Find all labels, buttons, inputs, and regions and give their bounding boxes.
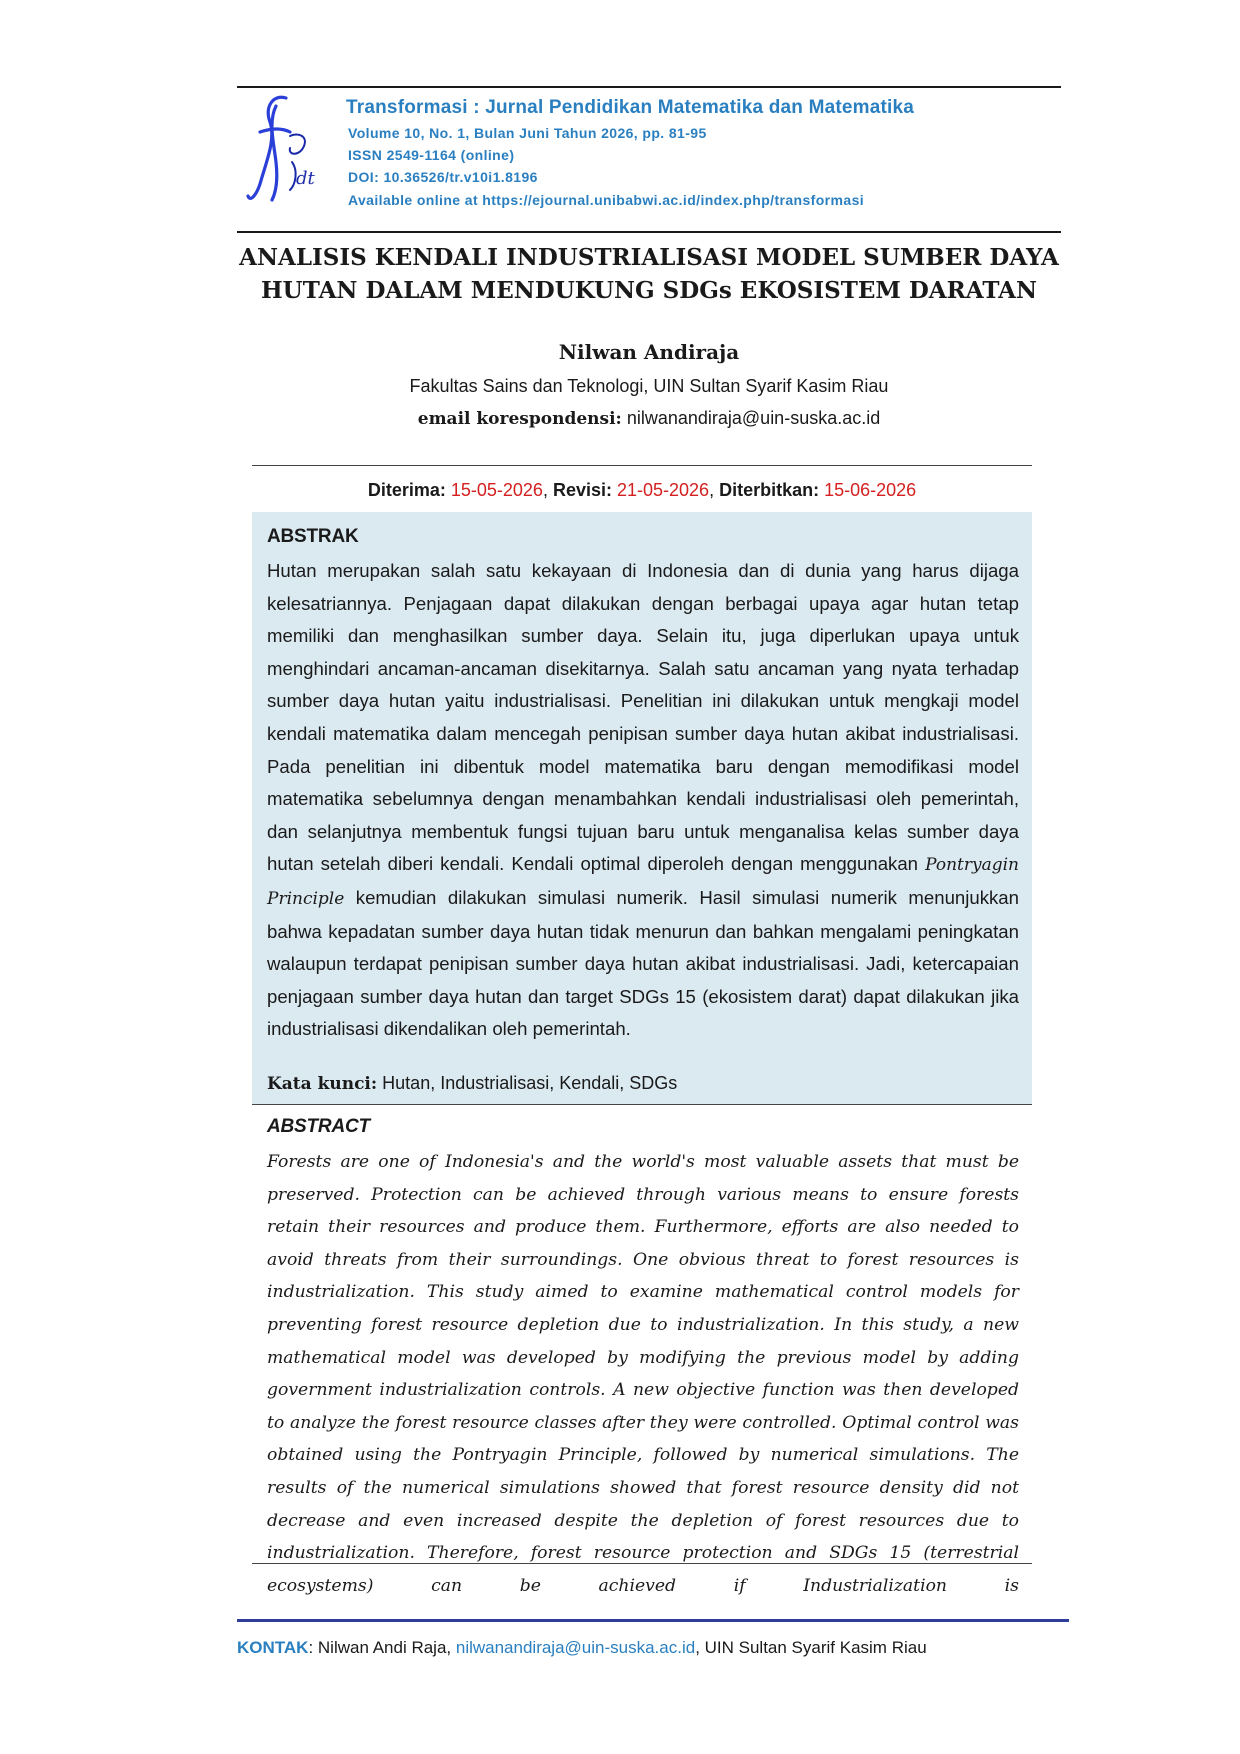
date-separator: ,: [709, 480, 720, 500]
abstrak-text-part1: Hutan merupakan salah satu kekayaan di Indonesia dan di dunia yang harus dijaga kelesatriannya. Penjagaan dapat dilakukan dengan berbagai upaya agar hutan tetap memiliki dan menghasilkan sumber daya. Selain itu, juga diperlukan upaya untuk menghindari ancaman-ancaman disekitarnya. Salah satu ancaman yang nyata terhadap sumber daya hutan yaitu industrialisasi. Penelitian ini dilakukan untuk mengkaji model kendali matematika dalam mencegah penipisan sumber daya hutan akibat industrialisasi. Pada penelitian ini dibentuk model matematika baru dengan memodifikasi model matematika sebelumnya dengan menambahkan kendali industrialisasi oleh pemerintah, dan selanjutnya membentuk fungsi tujuan baru untuk menganalisa kelas sumber daya hutan setelah diberi kendali. Kendali optimal diperoleh dengan menggunakan: [267, 560, 1019, 875]
svg-text:dt: dt: [296, 168, 315, 189]
footer-institution: , UIN Sultan Syarif Kasim Riau: [695, 1638, 927, 1657]
email-label: email korespondensi:: [417, 409, 622, 429]
revised-label: Revisi:: [552, 480, 612, 500]
abstrak-box-bottom-rule: [252, 1104, 1032, 1105]
footer-label: KONTAK: [237, 1638, 309, 1657]
journal-doi[interactable]: DOI: 10.36526/tr.v10i1.8196: [348, 169, 538, 185]
journal-logo-icon: [246, 92, 332, 208]
date-separator: ,: [542, 480, 553, 500]
footer-contact: [237, 1638, 927, 1658]
article-dates: [252, 480, 1032, 501]
journal-url[interactable]: Available online at https://ejournal.unibabwi.ac.id/index.php/transformasi: [348, 192, 865, 208]
keywords-label: Kata kunci:: [267, 1074, 378, 1094]
abstract-box-top-rule: [252, 465, 1032, 466]
paper-title: [237, 241, 1061, 307]
abstrak-text: [267, 555, 1019, 1046]
received-date: 15-05-2026: [445, 480, 543, 500]
author-affiliation: Fakultas Sains dan Teknologi, UIN Sultan Syarif Kasim Riau: [409, 376, 889, 396]
published-date: 15-06-2026: [819, 480, 917, 500]
journal-volume: Volume 10, No. 1, Bulan Juni Tahun 2026, pp. 81-95: [348, 125, 707, 141]
abstrak-italic-term: Pontryagin Principle: [267, 855, 1019, 909]
revised-date: 21-05-2026: [611, 480, 710, 500]
footer-rule: [237, 1619, 1069, 1622]
abstract-bottom-rule: [252, 1563, 1032, 1564]
abstract-heading: ABSTRACT: [267, 1116, 370, 1137]
author-name: Nilwan Andiraja: [558, 340, 740, 364]
abstract-text: Forests are one of Indonesia's and the world's most valuable assets that must be preserved. Protection can be achieved through various means to ensure forests retain their resources and produce them. Furthermore, efforts are also needed to avoid threats from their surroundings. One obvious threat to forest resources is industrialization. This study aimed to examine mathematical control models for preventing forest resource depletion due to industrialization. In this study, a new mathematical model was developed by modifying the previous model by adding government industrialization controls. A new objective function was then developed to analyze the forest resource classes after they were controlled. Optimal control was obtained using the Pontryagin Principle, followed by numerical simulations. The results of the numerical simulations showed that forest resource density did not decrease and even increased despite the depletion of forest resources due to industrialization. Therefore, forest resource protection and SDGs 15 (terrestrial ecosystems) can be achieved if Industrialization is: [267, 1152, 1019, 1596]
paper-title-line2: HUTAN DALAM MENDUKUNG SDGs EKOSISTEM DARATAN: [260, 277, 1038, 304]
header-bottom-rule: [237, 231, 1061, 233]
footer-name: : Nilwan Andi Raja,: [308, 1638, 456, 1657]
published-label: Diterbitkan:: [719, 480, 820, 500]
footer-email[interactable]: nilwanandiraja@uin-suska.ac.id: [455, 1638, 696, 1657]
header-top-rule: [237, 86, 1061, 88]
abstrak-heading: ABSTRAK: [267, 526, 359, 547]
correspondence-email: [237, 408, 1061, 429]
keywords-list: Hutan, Industrialisasi, Kendali, SDGs: [377, 1073, 678, 1093]
abstrak-text-part2: kemudian dilakukan simulasi numerik. Hasil simulasi numerik menunjukkan bahwa kepadatan sumber daya hutan tidak menurun dan bahkan mengalami peningkatan walaupun terdapat penipisan sumber daya hutan akibat industrialisasi. Jadi, ketercapaian penjagaan sumber daya hutan dan target SDGs 15 (ekosistem darat) dapat dilakukan jika industrialisasi dikendalikan oleh pemerintah.: [267, 886, 1019, 1040]
keywords: [267, 1073, 677, 1094]
received-label: Diterima:: [367, 480, 446, 500]
journal-title: Transformasi : Jurnal Pendidikan Matematika dan Matematika: [346, 97, 915, 118]
email-address[interactable]: nilwanandiraja@uin-suska.ac.id: [621, 408, 881, 428]
paper-title-line1: ANALISIS KENDALI INDUSTRIALISASI MODEL SUMBER DAYA: [239, 244, 1059, 271]
journal-issn: ISSN 2549-1164 (online): [348, 147, 515, 163]
